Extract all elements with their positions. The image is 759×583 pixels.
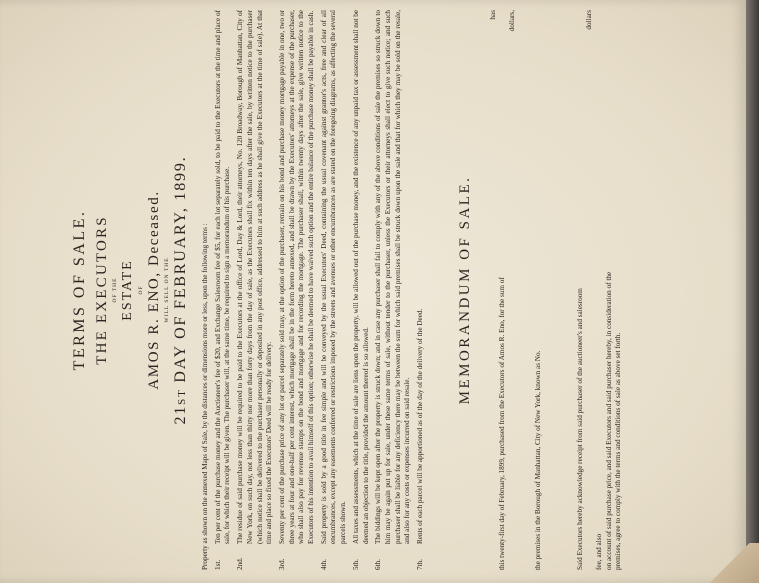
term-text: Said property is sold by a good title in fee simple and will be conveyed by the usual Executors' Deed, containing the usual covenant against grantor's acts, free and clear of all encumbrances, except any easements conferred or restrictions imposed by the streets and avenues or other encumbrances as are stated on the foregoing diagrams, as affecting the several parcels shown. (319, 10, 348, 544)
term-number: 4th. (319, 559, 328, 570)
sale-date: 21st DAY OF FEBRUARY, 1899. (172, 155, 189, 425)
terms-of-sale-document (62, 10, 622, 570)
memo-dollars: dollars, (508, 10, 517, 32)
term-number: 3rd. (277, 558, 286, 570)
page-corner (699, 543, 759, 583)
term-text: Rents of each parcel will be apportioned as of the day of the delivery of the Deed. (416, 308, 425, 544)
term-text: All taxes and assessments, which at the time of sale are liens upon the property, will be allowed out of the purchase money, and the existence of any unpaid tax or assessment shall not be deemed an objection to the title, provided the amount thereof is so allowed. (351, 10, 370, 544)
memo-line (498, 10, 508, 570)
term-item (278, 10, 317, 570)
term-number: 5th. (351, 559, 360, 570)
intro-paragraph: Property as shown on the annexed Maps of Sale, by the distances or dimensions more or less, upon the following terms : (201, 223, 209, 570)
of-the-label: OF THE (112, 277, 118, 303)
term-text: The residue of said purchase money will be required to be paid to the Executors at the office of Lord, Day & Lord, their attorneys, No. 120 Broadway, Borough of Manhattan, City of New York, on such day, not less than thirty nor more than forty days from the day of sale, as the Executors shall fix within ten days after the sale, by written notice to the purchaser (which notice shall be delivered to the purchaser personally or deposited in any post office, addressed to him at such address as he shall give the Executors at the time of sale). At that time and place so fixed the Executors' Deed will be ready for delivery. (236, 10, 274, 544)
memo-price-text: on account of said purchase price, and said Executors and said purchaser hereby, in consideration of the (604, 271, 613, 570)
term-text: Seventy per cent of the purchase price of any lot or parcel separately sold may, at the option of the purchaser, remain on his bond and purchase money mortgage payable in one, two or three years at four and one-half per cent interest, which mortgage shall be in the form hereto annexed, and shall be drawn by the Executors' attorneys at the expense of the purchaser, who shall also pay for revenue stamps on the bond and mortgage and for recording the mortgage. The purchaser shall, within twenty days after the sale, give written notice to the Executors of his intention to avail himself of this option; otherwise he shall be deemed to have waived such option and the entire balance of the purchase money shall be payable in cash. (277, 10, 316, 544)
term-item (214, 10, 233, 570)
executors-heading: THE EXECUTORS (94, 215, 110, 365)
doc-title: TERMS OF SALE. (71, 209, 88, 371)
memo-agree-text: premises, agree to comply with the terms and conditions of sale as above set forth. (614, 332, 623, 570)
scan-edge (746, 0, 759, 583)
memo-receipt-text: Said Executors hereby acknowledge receipt from said purchaser of the auctioneer's and salesroom (575, 288, 584, 570)
term-item (416, 10, 426, 570)
term-number: 6th. (374, 559, 383, 570)
term-number: 7th. (416, 559, 425, 570)
of-label: OF (138, 285, 144, 295)
memo-fee-text: fee, and also (594, 533, 603, 570)
term-text: The biddings will be kept open after the property is struck down; and in case any purchaser shall fail to comply with any of the above conditions of sale the premises so struck down to him may be again put up for sale, under these same terms of sale, without tender to the purchaser, unless the Executors or their attorneys shall elect to give such notice; and such purchaser shall be liable for any deficiency there may be between the sum for which said premises shall be struck down upon the sale and that for which they may be sold on the resale, and also for any costs or expenses incurred on said resale. (374, 10, 412, 544)
memo-has: has (488, 10, 497, 20)
term-item (320, 10, 349, 570)
memo-purchase-text: this twenty-first day of February, 1899, purchased from the Executors of Amos R. Eno, for the sum of (498, 277, 507, 570)
term-item (352, 10, 371, 570)
term-text: Ten per cent of the purchase money and the Auctioneer's fee of $20, and Exchange Salesroom fee of $5, for each lot separately sold, to be paid to the Executors at the time and place of sale, for which their receipt will be given. The purchaser will, at the same time, be required to sign a memorandum of his purchase. (213, 10, 232, 544)
memorandum-title: MEMORANDUM OF SALE. (456, 175, 473, 405)
term-number: 1st. (213, 559, 222, 570)
term-item (374, 10, 413, 570)
memo-dollars-2: dollars (585, 10, 594, 30)
deceased-name: AMOS R. ENO, Deceased. (146, 190, 162, 390)
will-sell-label: WILL SELL ON THE (164, 257, 170, 323)
estate-heading: ESTATE (120, 259, 135, 321)
term-number: 2nd. (236, 557, 245, 570)
memo-premises-text: the premises in the Borough of Manhattan, City of New York, known as No. (533, 350, 542, 570)
term-item (236, 10, 275, 570)
